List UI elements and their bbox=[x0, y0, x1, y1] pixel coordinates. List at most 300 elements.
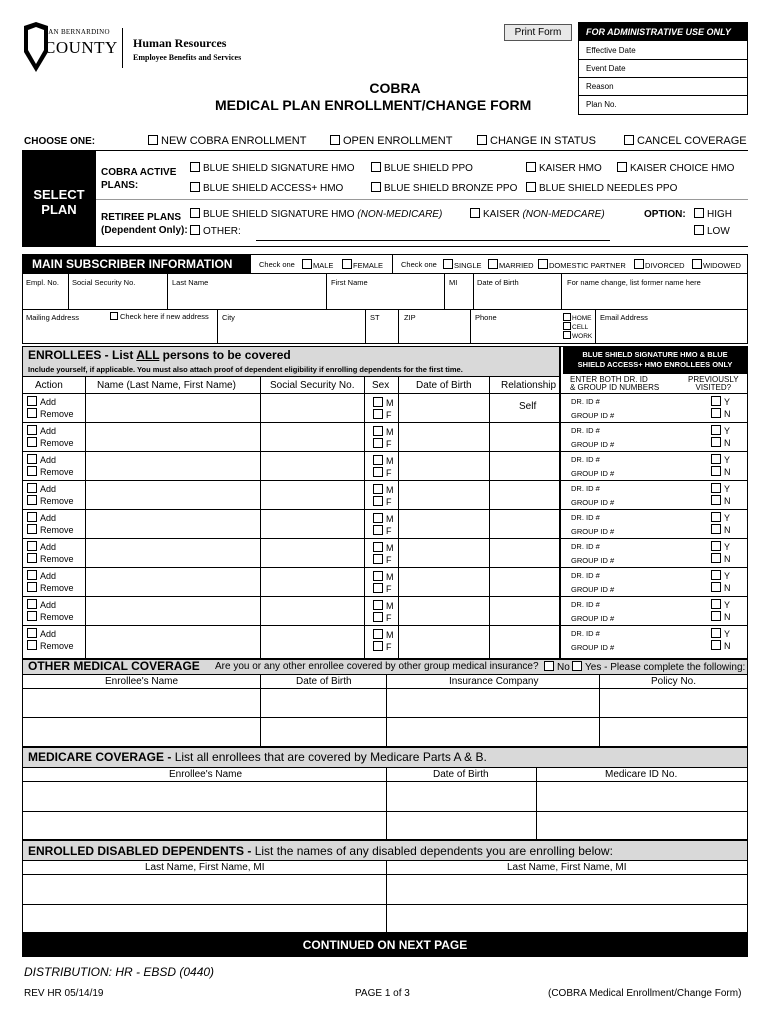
status-divorced[interactable] bbox=[634, 259, 685, 270]
phone-type-label: WORK bbox=[572, 333, 593, 340]
checkbox[interactable] bbox=[148, 135, 158, 145]
choose-change-status[interactable] bbox=[477, 135, 596, 147]
group-id-field[interactable]: GROUP ID # bbox=[571, 469, 615, 478]
sex-m[interactable] bbox=[373, 571, 394, 582]
enrollee-name-input[interactable] bbox=[86, 452, 260, 481]
remove-label: Remove bbox=[40, 583, 74, 593]
remove-label: Remove bbox=[40, 438, 74, 448]
empl-no-field[interactable]: Empl. No. bbox=[26, 278, 59, 287]
oc-row-2[interactable] bbox=[23, 718, 747, 746]
enrollee-ssn-input[interactable] bbox=[261, 394, 364, 423]
add-label: Add bbox=[40, 484, 57, 494]
sex-m[interactable] bbox=[373, 397, 394, 408]
cobra-bs-bronze[interactable] bbox=[371, 182, 517, 194]
sex-m[interactable] bbox=[373, 629, 394, 640]
checkbox[interactable] bbox=[27, 483, 37, 493]
action-remove[interactable] bbox=[27, 495, 74, 506]
visited-yes[interactable] bbox=[711, 570, 730, 581]
checkbox[interactable] bbox=[711, 541, 721, 551]
dd-row-2[interactable] bbox=[23, 905, 747, 933]
visited-no[interactable] bbox=[711, 611, 731, 622]
checkbox[interactable] bbox=[373, 571, 383, 581]
sex-f[interactable] bbox=[373, 641, 392, 652]
sex-m[interactable] bbox=[373, 484, 394, 495]
sex-m[interactable] bbox=[373, 455, 394, 466]
checkbox[interactable] bbox=[443, 259, 453, 269]
visited-yes[interactable] bbox=[711, 628, 730, 639]
enrollee-dob-input[interactable] bbox=[399, 510, 489, 539]
phone-type-home[interactable] bbox=[563, 313, 592, 322]
retiree-other[interactable] bbox=[190, 225, 241, 237]
option-high-label: HIGH bbox=[707, 209, 732, 220]
checkbox[interactable] bbox=[373, 513, 383, 523]
checkbox[interactable] bbox=[526, 182, 536, 192]
y-label: Y bbox=[724, 397, 731, 407]
enrollee-ssn-input[interactable] bbox=[261, 597, 364, 626]
m-label: M bbox=[386, 427, 394, 437]
action-add[interactable] bbox=[27, 454, 56, 465]
cobra-bs-access[interactable] bbox=[190, 182, 343, 194]
action-add[interactable] bbox=[27, 599, 56, 610]
enrollee-dob-input[interactable] bbox=[399, 539, 489, 568]
enrollee-ssn-input[interactable] bbox=[261, 481, 364, 510]
phone-field[interactable]: Phone bbox=[475, 313, 497, 322]
option-high[interactable] bbox=[694, 208, 732, 220]
col-relationship: Relationship bbox=[501, 380, 557, 391]
checkbox[interactable] bbox=[563, 322, 571, 330]
checkbox[interactable] bbox=[470, 208, 480, 218]
checkbox[interactable] bbox=[373, 542, 383, 552]
checkbox[interactable] bbox=[544, 661, 554, 671]
checkbox[interactable] bbox=[190, 225, 200, 235]
dr-id-field[interactable]: DR. ID # bbox=[571, 600, 600, 609]
checkbox[interactable] bbox=[711, 611, 721, 621]
n-label: N bbox=[724, 583, 731, 593]
oc-col-policy: Policy No. bbox=[651, 676, 697, 687]
checkbox[interactable] bbox=[371, 182, 381, 192]
dr-id-field[interactable]: DR. ID # bbox=[571, 397, 600, 406]
checkbox[interactable] bbox=[694, 225, 704, 235]
option-label: CANCEL COVERAGE bbox=[637, 135, 747, 147]
enrollee-name-input[interactable] bbox=[86, 481, 260, 510]
checkbox[interactable] bbox=[373, 455, 383, 465]
enrollee-dob-input[interactable] bbox=[399, 597, 489, 626]
status-label: DIVORCED bbox=[645, 261, 685, 270]
visited-no[interactable] bbox=[711, 408, 731, 419]
checkbox[interactable] bbox=[27, 640, 37, 650]
group-id-field[interactable]: GROUP ID # bbox=[571, 556, 615, 565]
status-widowed[interactable] bbox=[692, 259, 741, 270]
sex-f[interactable] bbox=[373, 496, 392, 507]
checkbox[interactable] bbox=[563, 313, 571, 321]
action-remove[interactable] bbox=[27, 640, 74, 651]
admin-reason[interactable]: Reason bbox=[579, 78, 747, 96]
visited-no[interactable] bbox=[711, 553, 731, 564]
enrollee-dob-input[interactable] bbox=[399, 626, 489, 655]
checkbox[interactable] bbox=[27, 396, 37, 406]
other-label: OTHER: bbox=[203, 226, 241, 237]
enrollee-name-input[interactable] bbox=[86, 568, 260, 597]
disabled-text: List the names of any disabled dependents you are enrolling below: bbox=[254, 844, 613, 858]
visited-no[interactable] bbox=[711, 524, 731, 535]
cobra-bs-signature[interactable] bbox=[190, 162, 355, 174]
cobra-bs-ppo[interactable] bbox=[371, 162, 473, 174]
dob-field[interactable]: Date of Birth bbox=[477, 278, 519, 287]
sex-m[interactable] bbox=[373, 513, 394, 524]
visited-yes[interactable] bbox=[711, 425, 730, 436]
zip-field[interactable]: ZIP bbox=[404, 313, 416, 322]
dr-id-field[interactable]: DR. ID # bbox=[571, 513, 600, 522]
enrollees-title-all: ALL bbox=[136, 348, 160, 362]
mailing-address-field[interactable]: Mailing Address bbox=[26, 313, 79, 322]
checkbox[interactable] bbox=[190, 182, 200, 192]
sex-m[interactable] bbox=[373, 426, 394, 437]
enrollee-ssn-input[interactable] bbox=[261, 510, 364, 539]
sex-m[interactable] bbox=[373, 600, 394, 611]
print-form-button[interactable] bbox=[504, 24, 572, 41]
checkbox[interactable] bbox=[373, 600, 383, 610]
enrollee-ssn-input[interactable] bbox=[261, 423, 364, 452]
checkbox[interactable] bbox=[27, 454, 37, 464]
enrollee-name-input[interactable] bbox=[86, 597, 260, 626]
dr-id-field[interactable]: DR. ID # bbox=[571, 542, 600, 551]
group-id-field[interactable]: GROUP ID # bbox=[571, 440, 615, 449]
visited-yes[interactable] bbox=[711, 512, 730, 523]
sex-f[interactable] bbox=[373, 554, 392, 565]
visited-yes[interactable] bbox=[711, 396, 730, 407]
enter-both-2: & GROUP ID NUMBERS bbox=[570, 383, 660, 392]
action-add[interactable] bbox=[27, 512, 56, 523]
status-single[interactable] bbox=[443, 259, 482, 270]
cobra-bs-needles[interactable] bbox=[526, 182, 677, 194]
checkbox[interactable] bbox=[538, 259, 548, 269]
print-form-label: Print Form bbox=[514, 27, 562, 38]
checkbox[interactable] bbox=[110, 312, 118, 320]
remove-label: Remove bbox=[40, 496, 74, 506]
enrollee-ssn-input[interactable] bbox=[261, 539, 364, 568]
checkbox[interactable] bbox=[711, 640, 721, 650]
action-add[interactable] bbox=[27, 570, 56, 581]
cobra-kaiser-hmo[interactable] bbox=[526, 162, 602, 174]
enrollee-dob-input[interactable] bbox=[399, 423, 489, 452]
f-label: F bbox=[386, 439, 392, 449]
dd-col-2: Last Name, First Name, MI bbox=[507, 862, 627, 873]
m-label: M bbox=[386, 630, 394, 640]
visited-yes[interactable] bbox=[711, 483, 730, 494]
n-label: N bbox=[724, 496, 731, 506]
action-add[interactable] bbox=[27, 483, 56, 494]
f-label: F bbox=[386, 468, 392, 478]
checkbox[interactable] bbox=[711, 466, 721, 476]
enrollee-relationship-input[interactable] bbox=[490, 452, 559, 481]
visited-no[interactable] bbox=[711, 582, 731, 593]
new-address-check[interactable] bbox=[110, 312, 209, 321]
checkbox[interactable] bbox=[526, 162, 536, 172]
dr-id-field[interactable]: DR. ID # bbox=[571, 484, 600, 493]
enrollee-relationship-input[interactable] bbox=[490, 510, 559, 539]
checkbox[interactable] bbox=[27, 628, 37, 638]
former-name-field[interactable]: For name change, list former name here bbox=[567, 278, 701, 287]
add-label: Add bbox=[40, 542, 57, 552]
m-label: M bbox=[386, 485, 394, 495]
group-id-field[interactable]: GROUP ID # bbox=[571, 614, 615, 623]
action-remove[interactable] bbox=[27, 582, 74, 593]
choose-new-cobra[interactable] bbox=[148, 135, 306, 147]
retiree-kaiser[interactable] bbox=[470, 208, 605, 220]
enrollee-name-input[interactable] bbox=[86, 626, 260, 655]
checkbox[interactable] bbox=[27, 599, 37, 609]
phone-type-cell[interactable] bbox=[563, 322, 588, 331]
enrollee-dob-input[interactable] bbox=[399, 568, 489, 597]
visited-yes[interactable] bbox=[711, 541, 730, 552]
action-remove[interactable] bbox=[27, 524, 74, 535]
mi-field[interactable]: MI bbox=[449, 278, 458, 287]
sex-f[interactable] bbox=[373, 438, 392, 449]
action-remove[interactable] bbox=[27, 611, 74, 622]
checkbox[interactable] bbox=[572, 661, 582, 671]
enrollee-dob-input[interactable] bbox=[399, 481, 489, 510]
checkbox[interactable] bbox=[711, 512, 721, 522]
enrollee-relationship-input[interactable] bbox=[490, 626, 559, 655]
enrollee-dob-input[interactable] bbox=[399, 452, 489, 481]
new-address-label: Check here if new address bbox=[120, 312, 209, 321]
sex-m[interactable] bbox=[373, 542, 394, 553]
plan-label: BLUE SHIELD SIGNATURE HMO bbox=[203, 163, 355, 174]
gender-female[interactable] bbox=[342, 259, 383, 270]
checkbox[interactable] bbox=[190, 162, 200, 172]
y-label: Y bbox=[724, 513, 731, 523]
checkbox[interactable] bbox=[371, 162, 381, 172]
checkbox[interactable] bbox=[27, 553, 37, 563]
visited-yes[interactable] bbox=[711, 599, 730, 610]
email-field[interactable]: Email Address bbox=[600, 313, 648, 322]
checkbox[interactable] bbox=[711, 582, 721, 592]
enrollee-relationship-input[interactable] bbox=[490, 597, 559, 626]
checkbox[interactable] bbox=[477, 135, 487, 145]
enrollee-name-input[interactable] bbox=[86, 510, 260, 539]
cobra-active-label-2: PLANS: bbox=[101, 180, 139, 191]
last-name-field[interactable]: Last Name bbox=[172, 278, 209, 287]
logo-top-text: SAN BERNARDINO bbox=[44, 28, 110, 36]
group-id-field[interactable]: GROUP ID # bbox=[571, 643, 615, 652]
choose-cancel-coverage[interactable] bbox=[624, 135, 747, 147]
retiree-plans-label bbox=[101, 211, 188, 237]
checkbox[interactable] bbox=[711, 570, 721, 580]
checkbox[interactable] bbox=[373, 426, 383, 436]
admin-effective-date[interactable]: Effective Date bbox=[579, 41, 747, 60]
other-coverage-no[interactable] bbox=[544, 661, 570, 673]
checkbox[interactable] bbox=[27, 466, 37, 476]
enrollee-ssn-input[interactable] bbox=[261, 452, 364, 481]
sex-f[interactable] bbox=[373, 612, 392, 623]
checkbox[interactable] bbox=[634, 259, 644, 269]
m-label: M bbox=[386, 514, 394, 524]
page-number: PAGE 1 of 3 bbox=[355, 988, 410, 999]
checkbox[interactable] bbox=[373, 629, 383, 639]
checkbox[interactable] bbox=[711, 628, 721, 638]
cobra-kaiser-choice[interactable] bbox=[617, 162, 734, 174]
checkbox[interactable] bbox=[27, 437, 37, 447]
dr-id-field[interactable]: DR. ID # bbox=[571, 629, 600, 638]
action-add[interactable] bbox=[27, 396, 56, 407]
checkbox[interactable] bbox=[488, 259, 498, 269]
dr-id-field[interactable]: DR. ID # bbox=[571, 426, 600, 435]
sex-f[interactable] bbox=[373, 409, 392, 420]
phone-type-work[interactable] bbox=[563, 331, 592, 340]
group-id-field[interactable]: GROUP ID # bbox=[571, 585, 615, 594]
visited-yes[interactable] bbox=[711, 454, 730, 465]
checkbox[interactable] bbox=[711, 396, 721, 406]
logo-main-text: COUNTY bbox=[44, 38, 118, 57]
visited-no[interactable] bbox=[711, 495, 731, 506]
action-remove[interactable] bbox=[27, 437, 74, 448]
gender-check-one: Check one bbox=[259, 260, 295, 269]
checkbox[interactable] bbox=[373, 397, 383, 407]
gender-male[interactable] bbox=[302, 259, 333, 270]
dr-id-field[interactable]: DR. ID # bbox=[571, 571, 600, 580]
y-label: Y bbox=[724, 484, 731, 494]
f-label: F bbox=[386, 410, 392, 420]
other-coverage-yes[interactable] bbox=[572, 661, 745, 673]
checkbox[interactable] bbox=[711, 454, 721, 464]
remove-label: Remove bbox=[40, 409, 74, 419]
enrollees-title bbox=[28, 348, 291, 362]
add-label: Add bbox=[40, 455, 57, 465]
no-label: No bbox=[557, 662, 570, 673]
checkbox[interactable] bbox=[373, 438, 383, 448]
mc-col-name: Enrollee's Name bbox=[169, 769, 243, 780]
checkbox[interactable] bbox=[711, 408, 721, 418]
enrollee-name-input[interactable] bbox=[86, 423, 260, 452]
checkbox[interactable] bbox=[373, 484, 383, 494]
checkbox[interactable] bbox=[711, 524, 721, 534]
dr-id-field[interactable]: DR. ID # bbox=[571, 455, 600, 464]
checkbox[interactable] bbox=[563, 331, 571, 339]
checkbox[interactable] bbox=[27, 408, 37, 418]
choose-open-enrollment[interactable] bbox=[330, 135, 452, 147]
enrollee-ssn-input[interactable] bbox=[261, 626, 364, 655]
checkbox[interactable] bbox=[27, 425, 37, 435]
checkbox[interactable] bbox=[373, 409, 383, 419]
action-remove[interactable] bbox=[27, 466, 74, 477]
checkbox[interactable] bbox=[624, 135, 634, 145]
checkbox[interactable] bbox=[711, 599, 721, 609]
checkbox[interactable] bbox=[342, 259, 352, 269]
enrollee-relationship-input[interactable] bbox=[490, 568, 559, 597]
city-field[interactable]: City bbox=[222, 313, 235, 322]
checkbox[interactable] bbox=[373, 554, 383, 564]
admin-plan-no[interactable]: Plan No. bbox=[586, 100, 617, 109]
enrollee-relationship-input[interactable] bbox=[490, 539, 559, 568]
plan-label: KAISER CHOICE HMO bbox=[630, 163, 735, 174]
other-input-line[interactable] bbox=[256, 240, 610, 241]
checkbox[interactable] bbox=[692, 259, 702, 269]
status-domestic[interactable] bbox=[538, 259, 626, 270]
oc-row-1[interactable] bbox=[23, 689, 747, 717]
cobra-active-label bbox=[101, 166, 176, 192]
checkbox[interactable] bbox=[190, 208, 200, 218]
phone-type-label: CELL bbox=[572, 324, 589, 331]
retiree-bs-signature[interactable] bbox=[190, 208, 442, 220]
sex-f[interactable] bbox=[373, 467, 392, 478]
checkbox[interactable] bbox=[27, 582, 37, 592]
mc-row-2[interactable] bbox=[23, 812, 747, 840]
checkbox[interactable] bbox=[373, 583, 383, 593]
y-label: Y bbox=[724, 629, 731, 639]
enrollee-relationship-input[interactable] bbox=[490, 423, 559, 452]
col-sex: Sex bbox=[372, 380, 390, 391]
enrollee-dob-input[interactable] bbox=[399, 394, 489, 423]
checkbox[interactable] bbox=[330, 135, 340, 145]
first-name-field[interactable]: First Name bbox=[331, 278, 368, 287]
choose-one-label: CHOOSE ONE: bbox=[24, 136, 96, 147]
group-id-field[interactable]: GROUP ID # bbox=[571, 498, 615, 507]
m-label: M bbox=[386, 398, 394, 408]
checkbox[interactable] bbox=[373, 525, 383, 535]
y-label: Y bbox=[724, 600, 731, 610]
plan-label: BLUE SHIELD SIGNATURE HMO bbox=[203, 209, 355, 220]
ssn-field[interactable]: Social Security No. bbox=[72, 278, 136, 287]
action-add[interactable] bbox=[27, 425, 56, 436]
checkbox[interactable] bbox=[27, 524, 37, 534]
plan-label: BLUE SHIELD NEEDLES PPO bbox=[539, 183, 678, 194]
checkbox[interactable] bbox=[27, 570, 37, 580]
action-add[interactable] bbox=[27, 541, 56, 552]
checkbox[interactable] bbox=[694, 208, 704, 218]
checkbox[interactable] bbox=[373, 467, 383, 477]
group-id-field[interactable]: GROUP ID # bbox=[571, 527, 615, 536]
status-married[interactable] bbox=[488, 259, 534, 270]
action-remove[interactable] bbox=[27, 408, 74, 419]
visited-no[interactable] bbox=[711, 640, 731, 651]
sex-f[interactable] bbox=[373, 525, 392, 536]
checkbox[interactable] bbox=[373, 641, 383, 651]
enrollee-name-input[interactable] bbox=[86, 539, 260, 568]
col-dob: Date of Birth bbox=[416, 380, 472, 391]
option-low[interactable] bbox=[694, 225, 730, 237]
checkbox[interactable] bbox=[373, 612, 383, 622]
state-field[interactable]: ST bbox=[370, 313, 380, 322]
sex-f[interactable] bbox=[373, 583, 392, 594]
checkbox[interactable] bbox=[711, 483, 721, 493]
checkbox[interactable] bbox=[27, 611, 37, 621]
dd-row-1[interactable] bbox=[23, 875, 747, 904]
checkbox[interactable] bbox=[373, 496, 383, 506]
visited-no[interactable] bbox=[711, 437, 731, 448]
checkbox[interactable] bbox=[27, 495, 37, 505]
enrollee-ssn-input[interactable] bbox=[261, 568, 364, 597]
group-id-field[interactable]: GROUP ID # bbox=[571, 411, 615, 420]
checkbox[interactable] bbox=[711, 495, 721, 505]
admin-event-date[interactable]: Event Date bbox=[579, 60, 747, 78]
visited-no[interactable] bbox=[711, 466, 731, 477]
checkbox[interactable] bbox=[617, 162, 627, 172]
add-label: Add bbox=[40, 426, 57, 436]
mc-row-1[interactable] bbox=[23, 782, 747, 811]
enrollee-relationship-input[interactable] bbox=[490, 481, 559, 510]
checkbox[interactable] bbox=[711, 553, 721, 563]
checkbox[interactable] bbox=[711, 437, 721, 447]
checkbox[interactable] bbox=[27, 512, 37, 522]
status-check-one: Check one bbox=[401, 260, 437, 269]
checkbox[interactable] bbox=[27, 541, 37, 551]
action-add[interactable] bbox=[27, 628, 56, 639]
enrollee-name-input[interactable] bbox=[86, 394, 260, 423]
other-coverage-question: Are you or any other enrollee covered by other group medical insurance? bbox=[215, 661, 539, 672]
checkbox[interactable] bbox=[711, 425, 721, 435]
checkbox[interactable] bbox=[302, 259, 312, 269]
action-remove[interactable] bbox=[27, 553, 74, 564]
